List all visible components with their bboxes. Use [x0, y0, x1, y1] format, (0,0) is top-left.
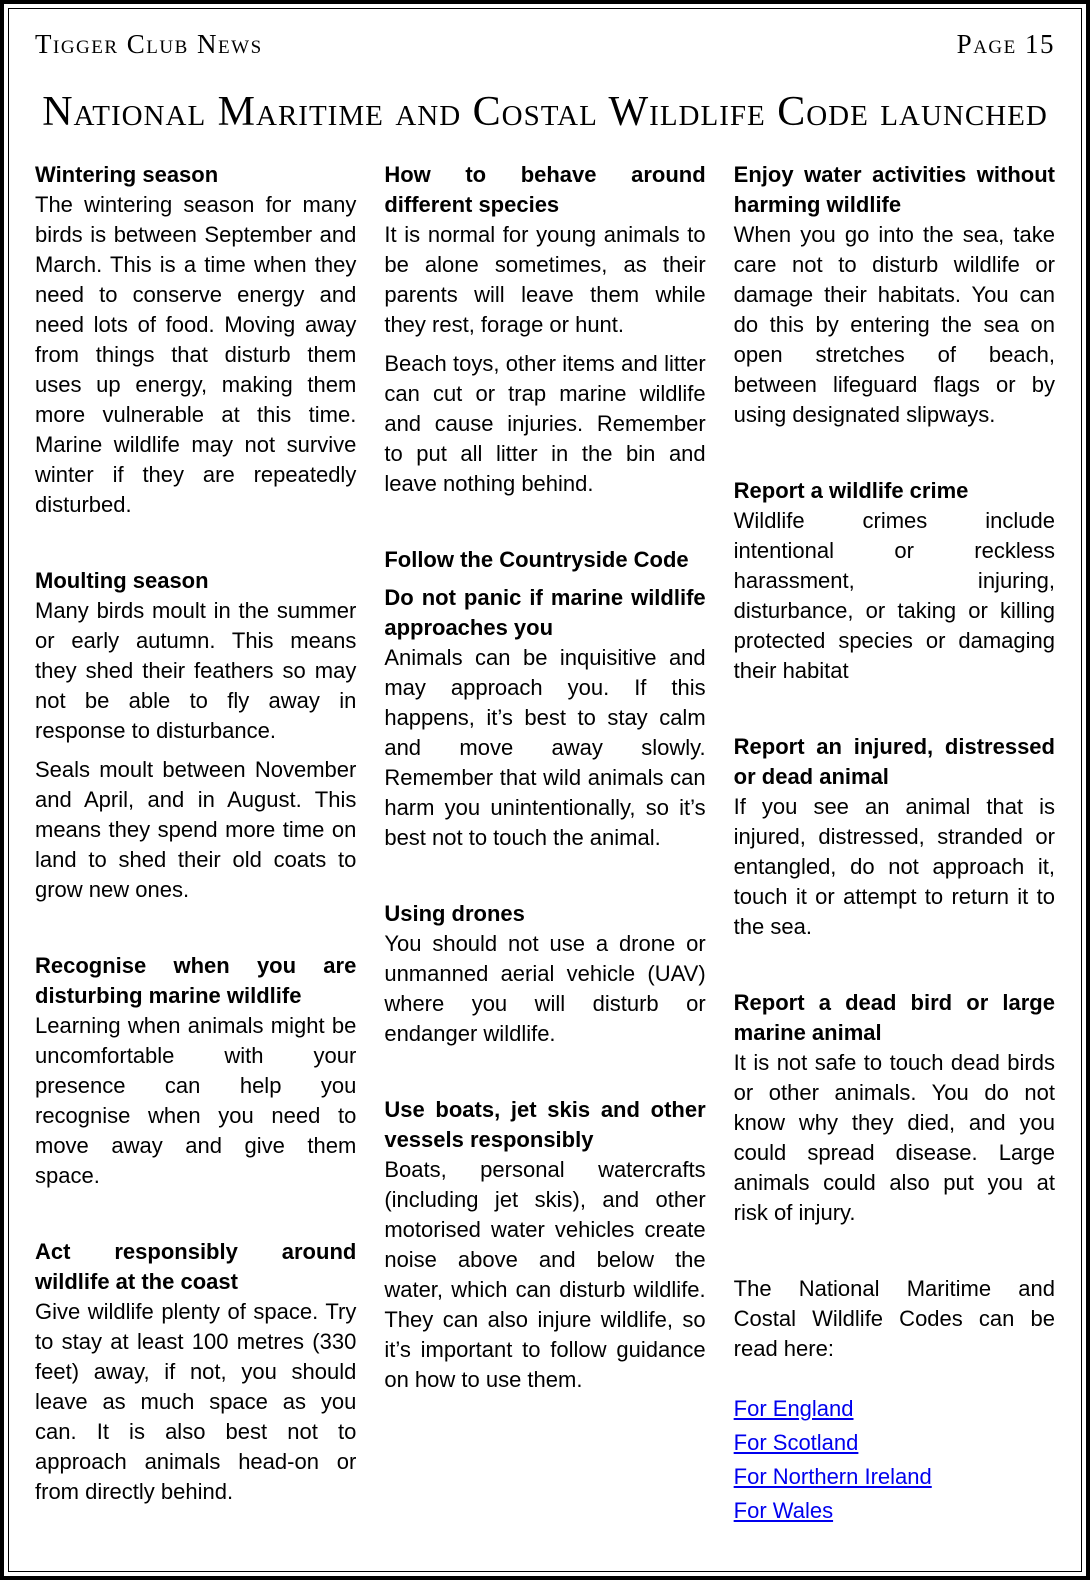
section-report-crime — [734, 476, 1055, 686]
article-columns — [35, 160, 1055, 1528]
section-use-boats — [384, 1095, 705, 1395]
section-heading: Report an injured, distressed or dead animal — [733, 734, 1055, 789]
body-paragraph: It is normal for young animals to be alone sometimes, as their parents will leave them while they rest, forage or hunt. — [384, 222, 706, 337]
section-heading: Report a dead bird or large marine animal — [733, 990, 1055, 1045]
section-recognise-disturbing — [35, 951, 356, 1191]
article-headline: National Maritime and Costal Wildlife Code launched — [42, 89, 1048, 135]
body-paragraph: Wildlife crimes include intentional or reckless harassment, injuring, disturbance, or taking or killing protected species or damaging their habitat — [733, 508, 1055, 683]
section-subheading: Do not panic if marine wildlife approaches you — [384, 585, 706, 640]
section-heading: Recognise when you are disturbing marine wildlife — [35, 953, 357, 1008]
link-for-scotland[interactable]: For Scotland — [733, 1430, 859, 1455]
page-frame — [8, 8, 1082, 1572]
section-countryside-code — [384, 545, 705, 853]
page-number: Page 15 — [956, 29, 1055, 59]
body-paragraph: The wintering season for many birds is between September and March. This is a time when they need to conserve energy and need lots of food. Moving away from things that disturb them uses up energy, making them more vulnerable at this time. Marine wildlife may not survive winter if they are repeatedly disturbed. — [35, 192, 357, 517]
section-moulting-season — [35, 566, 356, 905]
section-heading: Act responsibly around wildlife at the coast — [35, 1239, 357, 1294]
masthead — [35, 29, 1055, 60]
section-heading: Moulting season — [35, 568, 209, 593]
section-heading: Using drones — [384, 901, 525, 926]
body-paragraph: Boats, personal watercrafts (including jet skis), and other motorised water vehicles create noise above and below the water, which can disturb wildlife. They can also injure wildlife, so it’s important to follow guidance on how to use them. — [384, 1157, 706, 1392]
body-paragraph: Seals moult between November and April, and in August. This means they spend more time on land to shed their old coats to grow new ones. — [35, 757, 357, 902]
section-heading: Enjoy water activities without harming wildlife — [733, 162, 1055, 217]
section-act-responsibly — [35, 1237, 356, 1507]
section-heading: Follow the Countryside Code — [384, 547, 689, 572]
column-3 — [734, 160, 1055, 1528]
body-paragraph: It is not safe to touch dead birds or other animals. You do not know why they died, and you could spread disease. Large animals could also put you at risk of injury. — [733, 1050, 1055, 1225]
section-enjoy-water — [734, 160, 1055, 430]
section-report-injured — [734, 732, 1055, 942]
column-2 — [384, 160, 705, 1528]
body-paragraph: Beach toys, other items and litter can cut or trap marine wildlife and cause injuries. Remember to put all litter in the bin and leave nothing behind. — [384, 351, 706, 496]
section-wintering-season — [35, 160, 356, 520]
link-for-northern-ireland[interactable]: For Northern Ireland — [733, 1464, 932, 1489]
masthead-title: Tigger Club News — [35, 29, 263, 59]
code-links — [734, 1392, 1055, 1528]
body-paragraph: You should not use a drone or unmanned aerial vehicle (UAV) where you will disturb or endanger wildlife. — [384, 931, 706, 1046]
section-codes-read-here — [734, 1274, 1055, 1528]
section-heading: Report a wildlife crime — [733, 478, 969, 503]
section-report-dead — [734, 988, 1055, 1228]
section-heading: Use boats, jet skis and other vessels responsibly — [384, 1097, 706, 1152]
column-1 — [35, 160, 356, 1528]
body-paragraph: When you go into the sea, take care not to disturb wildlife or damage their habitats. You can do this by entering the sea on open stretches of beach, between lifeguard flags or by using designated slipways. — [733, 222, 1055, 427]
body-paragraph: Many birds moult in the summer or early autumn. This means they shed their feathers so may not be able to fly away in response to disturbance. — [35, 598, 357, 743]
section-heading: How to behave around different species — [384, 162, 706, 217]
body-paragraph: Learning when animals might be uncomfortable with your presence can help you recognise when you need to move away and give them space. — [35, 1013, 357, 1188]
link-for-england[interactable]: For England — [733, 1396, 854, 1421]
body-paragraph: The National Maritime and Costal Wildlife Codes can be read here: — [733, 1276, 1055, 1361]
section-using-drones — [384, 899, 705, 1049]
body-paragraph: Animals can be inquisitive and may approach you. If this happens, it’s best to stay calm and move away slowly. Remember that wild animals can harm you unintentionally, so it’s best not to touch the animal. — [384, 645, 706, 850]
link-for-wales[interactable]: For Wales — [733, 1498, 834, 1523]
section-how-to-behave — [384, 160, 705, 499]
body-paragraph: If you see an animal that is injured, distressed, stranded or entangled, do not approach it, touch it or attempt to return it to the sea. — [733, 794, 1055, 939]
section-heading: Wintering season — [35, 162, 219, 187]
body-paragraph: Give wildlife plenty of space. Try to stay at least 100 metres (330 feet) away, if not, you should leave as much space as you can. It is also best not to approach animals head-on or from directly behind. — [35, 1299, 357, 1504]
